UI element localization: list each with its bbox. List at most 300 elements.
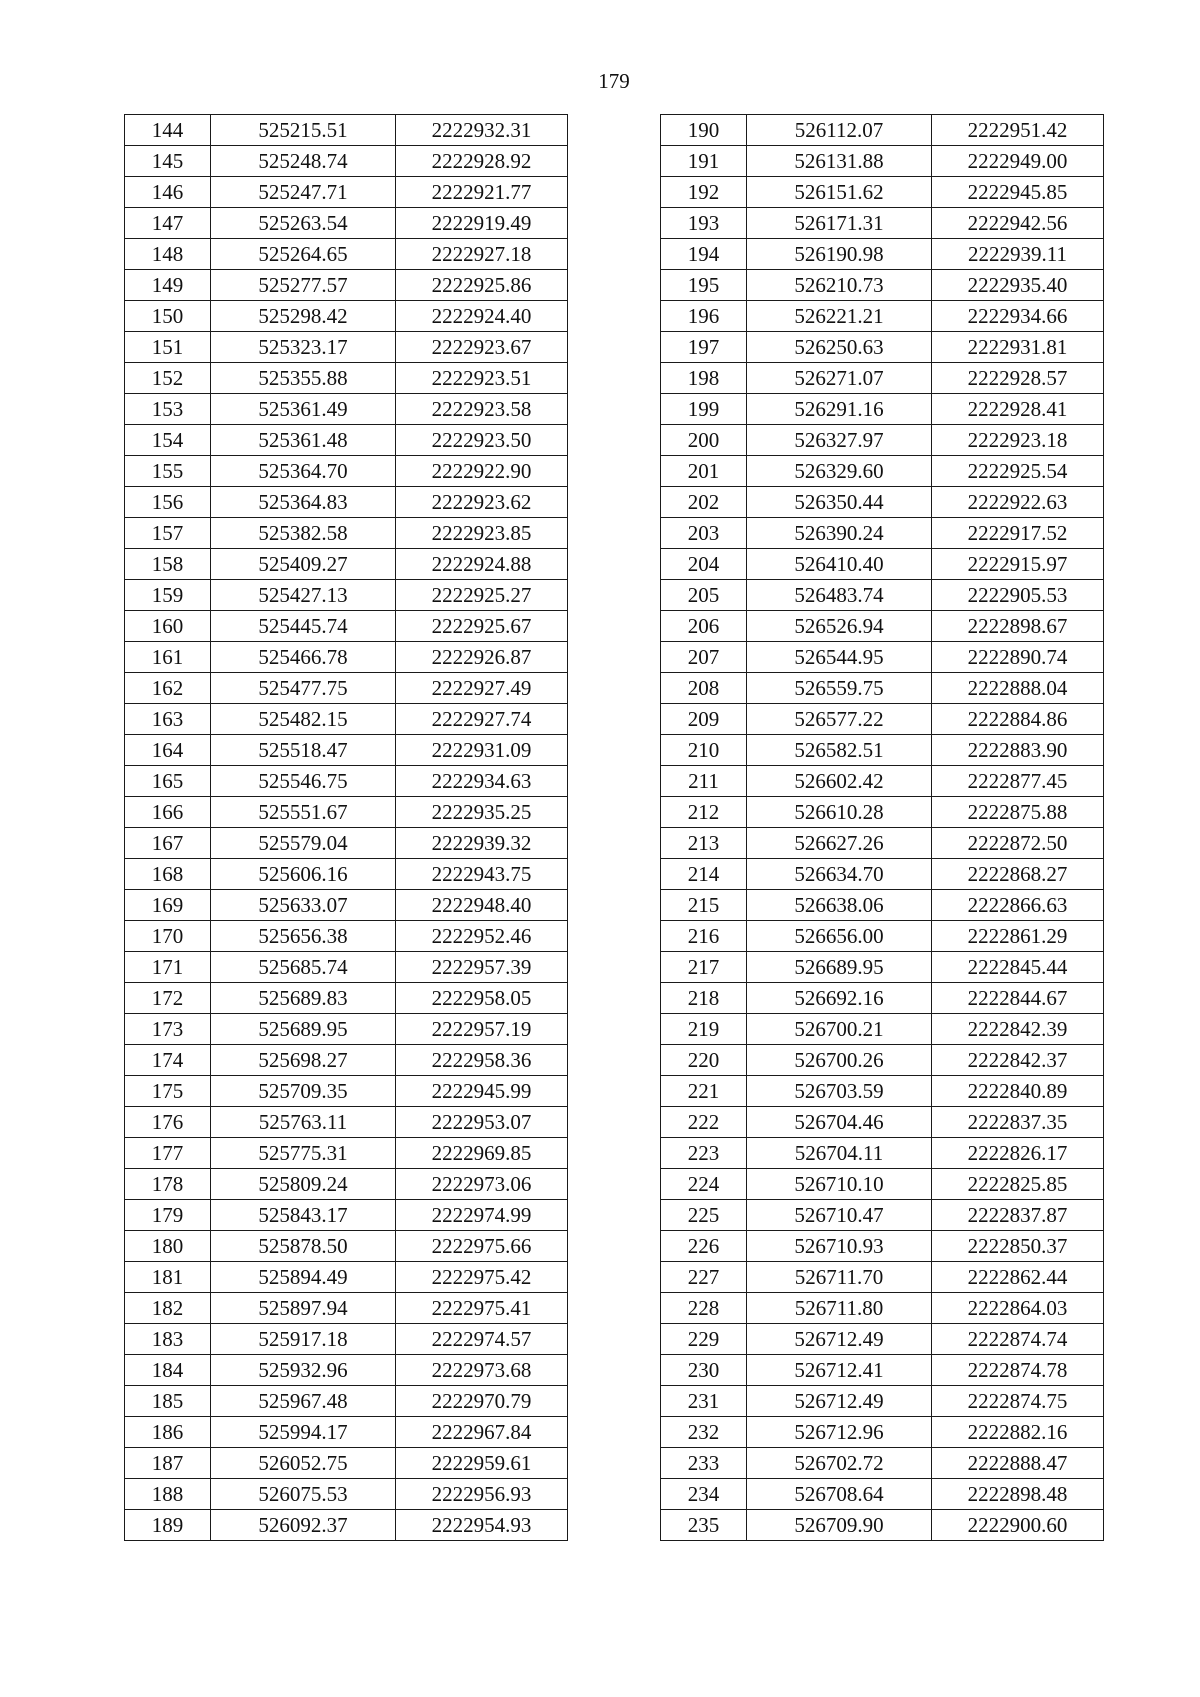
second-coordinate-cell: 2222969.85: [396, 1138, 568, 1169]
table-row: [661, 1417, 1104, 1448]
first-coordinate-cell: 525482.15: [211, 704, 396, 735]
first-coordinate-cell: 525894.49: [211, 1262, 396, 1293]
table-row: [661, 952, 1104, 983]
table-row: [661, 673, 1104, 704]
table-row: [661, 1293, 1104, 1324]
first-coordinate-cell: 526544.95: [747, 642, 932, 673]
second-coordinate-cell: 2222898.67: [932, 611, 1104, 642]
first-coordinate-cell: 525932.96: [211, 1355, 396, 1386]
table-row: [125, 549, 568, 580]
first-coordinate-cell: 526250.63: [747, 332, 932, 363]
table-row: [661, 828, 1104, 859]
second-coordinate-cell: 2222917.52: [932, 518, 1104, 549]
table-row: [661, 890, 1104, 921]
point-number-cell: 201: [661, 456, 747, 487]
first-coordinate-cell: 525323.17: [211, 332, 396, 363]
point-number-cell: 218: [661, 983, 747, 1014]
point-number-cell: 162: [125, 673, 211, 704]
table-row: [125, 518, 568, 549]
second-coordinate-cell: 2222927.18: [396, 239, 568, 270]
point-number-cell: 169: [125, 890, 211, 921]
second-coordinate-cell: 2222923.51: [396, 363, 568, 394]
first-coordinate-cell: 525878.50: [211, 1231, 396, 1262]
second-coordinate-cell: 2222842.39: [932, 1014, 1104, 1045]
table-row: [661, 1479, 1104, 1510]
point-number-cell: 144: [125, 115, 211, 146]
first-coordinate-cell: 525897.94: [211, 1293, 396, 1324]
table-row: [125, 1138, 568, 1169]
table-row: [125, 704, 568, 735]
first-coordinate-cell: 526221.21: [747, 301, 932, 332]
point-number-cell: 170: [125, 921, 211, 952]
first-coordinate-cell: 525763.11: [211, 1107, 396, 1138]
point-number-cell: 190: [661, 115, 747, 146]
second-coordinate-cell: 2222927.74: [396, 704, 568, 735]
second-coordinate-cell: 2222931.09: [396, 735, 568, 766]
first-coordinate-cell: 526329.60: [747, 456, 932, 487]
point-number-cell: 148: [125, 239, 211, 270]
first-coordinate-cell: 526327.97: [747, 425, 932, 456]
first-coordinate-cell: 525264.65: [211, 239, 396, 270]
table-row: [125, 1386, 568, 1417]
first-coordinate-cell: 526582.51: [747, 735, 932, 766]
second-coordinate-cell: 2222931.81: [932, 332, 1104, 363]
second-coordinate-cell: 2222921.77: [396, 177, 568, 208]
second-coordinate-cell: 2222923.85: [396, 518, 568, 549]
table-row: [125, 239, 568, 270]
first-coordinate-cell: 526704.46: [747, 1107, 932, 1138]
first-coordinate-cell: 525689.83: [211, 983, 396, 1014]
point-number-cell: 192: [661, 177, 747, 208]
point-number-cell: 227: [661, 1262, 747, 1293]
table-row: [125, 1293, 568, 1324]
table-row: [661, 921, 1104, 952]
table-row: [661, 611, 1104, 642]
point-number-cell: 188: [125, 1479, 211, 1510]
second-coordinate-cell: 2222890.74: [932, 642, 1104, 673]
first-coordinate-cell: 525656.38: [211, 921, 396, 952]
second-coordinate-cell: 2222928.57: [932, 363, 1104, 394]
table-row: [125, 952, 568, 983]
second-coordinate-cell: 2222973.06: [396, 1169, 568, 1200]
second-coordinate-cell: 2222923.58: [396, 394, 568, 425]
second-coordinate-cell: 2222883.90: [932, 735, 1104, 766]
first-coordinate-cell: 526092.37: [211, 1510, 396, 1541]
second-coordinate-cell: 2222953.07: [396, 1107, 568, 1138]
point-number-cell: 180: [125, 1231, 211, 1262]
second-coordinate-cell: 2222939.32: [396, 828, 568, 859]
second-coordinate-cell: 2222970.79: [396, 1386, 568, 1417]
point-number-cell: 187: [125, 1448, 211, 1479]
first-coordinate-cell: 526634.70: [747, 859, 932, 890]
point-number-cell: 222: [661, 1107, 747, 1138]
first-coordinate-cell: 525361.49: [211, 394, 396, 425]
point-number-cell: 157: [125, 518, 211, 549]
second-coordinate-cell: 2222924.40: [396, 301, 568, 332]
first-coordinate-cell: 526190.98: [747, 239, 932, 270]
second-coordinate-cell: 2222943.75: [396, 859, 568, 890]
second-coordinate-cell: 2222949.00: [932, 146, 1104, 177]
table-row: [661, 1169, 1104, 1200]
point-number-cell: 175: [125, 1076, 211, 1107]
first-coordinate-cell: 526390.24: [747, 518, 932, 549]
first-coordinate-cell: 525994.17: [211, 1417, 396, 1448]
second-coordinate-cell: 2222945.85: [932, 177, 1104, 208]
point-number-cell: 165: [125, 766, 211, 797]
point-number-cell: 186: [125, 1417, 211, 1448]
first-coordinate-cell: 526052.75: [211, 1448, 396, 1479]
table-row: [125, 177, 568, 208]
table-row: [661, 1324, 1104, 1355]
first-coordinate-cell: 525466.78: [211, 642, 396, 673]
second-coordinate-cell: 2222974.99: [396, 1200, 568, 1231]
first-coordinate-cell: 526526.94: [747, 611, 932, 642]
second-coordinate-cell: 2222888.47: [932, 1448, 1104, 1479]
second-coordinate-cell: 2222934.63: [396, 766, 568, 797]
first-coordinate-cell: 525698.27: [211, 1045, 396, 1076]
first-coordinate-cell: 525263.54: [211, 208, 396, 239]
point-number-cell: 195: [661, 270, 747, 301]
table-row: [125, 1169, 568, 1200]
table-row: [125, 332, 568, 363]
second-coordinate-cell: 2222923.67: [396, 332, 568, 363]
point-number-cell: 229: [661, 1324, 747, 1355]
second-coordinate-cell: 2222877.45: [932, 766, 1104, 797]
second-coordinate-cell: 2222900.60: [932, 1510, 1104, 1541]
first-coordinate-cell: 526638.06: [747, 890, 932, 921]
table-row: [661, 425, 1104, 456]
first-coordinate-cell: 526709.90: [747, 1510, 932, 1541]
page-number: 179: [598, 69, 630, 93]
table-row: [661, 394, 1104, 425]
second-coordinate-cell: 2222842.37: [932, 1045, 1104, 1076]
table-row: [125, 1262, 568, 1293]
table-row: [125, 208, 568, 239]
second-coordinate-cell: 2222939.11: [932, 239, 1104, 270]
point-number-cell: 184: [125, 1355, 211, 1386]
second-coordinate-cell: 2222923.62: [396, 487, 568, 518]
table-row: [661, 363, 1104, 394]
table-row: [661, 1262, 1104, 1293]
table-row: [125, 983, 568, 1014]
point-number-cell: 158: [125, 549, 211, 580]
table-row: [661, 549, 1104, 580]
point-number-cell: 176: [125, 1107, 211, 1138]
second-coordinate-cell: 2222898.48: [932, 1479, 1104, 1510]
second-coordinate-cell: 2222861.29: [932, 921, 1104, 952]
point-number-cell: 234: [661, 1479, 747, 1510]
first-coordinate-cell: 525685.74: [211, 952, 396, 983]
table-row: [661, 270, 1104, 301]
point-number-cell: 197: [661, 332, 747, 363]
table-row: [125, 921, 568, 952]
table-row: [661, 239, 1104, 270]
second-coordinate-cell: 2222882.16: [932, 1417, 1104, 1448]
first-coordinate-cell: 525546.75: [211, 766, 396, 797]
table-row: [661, 518, 1104, 549]
point-number-cell: 182: [125, 1293, 211, 1324]
table-row: [125, 146, 568, 177]
second-coordinate-cell: 2222874.75: [932, 1386, 1104, 1417]
point-number-cell: 185: [125, 1386, 211, 1417]
second-coordinate-cell: 2222884.86: [932, 704, 1104, 735]
table-row: [125, 580, 568, 611]
point-number-cell: 172: [125, 983, 211, 1014]
second-coordinate-cell: 2222923.18: [932, 425, 1104, 456]
first-coordinate-cell: 525409.27: [211, 549, 396, 580]
second-coordinate-cell: 2222957.19: [396, 1014, 568, 1045]
first-coordinate-cell: 525579.04: [211, 828, 396, 859]
second-coordinate-cell: 2222958.36: [396, 1045, 568, 1076]
table-row: [125, 394, 568, 425]
point-number-cell: 220: [661, 1045, 747, 1076]
table-row: [661, 1076, 1104, 1107]
table-row: [125, 425, 568, 456]
table-row: [125, 673, 568, 704]
first-coordinate-cell: 525364.83: [211, 487, 396, 518]
second-coordinate-cell: 2222932.31: [396, 115, 568, 146]
table-row: [125, 766, 568, 797]
second-coordinate-cell: 2222864.03: [932, 1293, 1104, 1324]
first-coordinate-cell: 526703.59: [747, 1076, 932, 1107]
second-coordinate-cell: 2222924.88: [396, 549, 568, 580]
point-number-cell: 225: [661, 1200, 747, 1231]
table-row: [125, 1107, 568, 1138]
table-row: [661, 642, 1104, 673]
table-row: [661, 1448, 1104, 1479]
first-coordinate-cell: 525248.74: [211, 146, 396, 177]
table-row: [661, 301, 1104, 332]
second-coordinate-cell: 2222837.87: [932, 1200, 1104, 1231]
first-coordinate-cell: 525382.58: [211, 518, 396, 549]
point-number-cell: 178: [125, 1169, 211, 1200]
second-coordinate-cell: 2222850.37: [932, 1231, 1104, 1262]
table-row: [125, 301, 568, 332]
first-coordinate-cell: 526710.47: [747, 1200, 932, 1231]
table-row: [125, 270, 568, 301]
second-coordinate-cell: 2222975.41: [396, 1293, 568, 1324]
point-number-cell: 205: [661, 580, 747, 611]
first-coordinate-cell: 525917.18: [211, 1324, 396, 1355]
first-coordinate-cell: 525775.31: [211, 1138, 396, 1169]
second-coordinate-cell: 2222826.17: [932, 1138, 1104, 1169]
second-coordinate-cell: 2222872.50: [932, 828, 1104, 859]
first-coordinate-cell: 525689.95: [211, 1014, 396, 1045]
point-number-cell: 235: [661, 1510, 747, 1541]
first-coordinate-cell: 525427.13: [211, 580, 396, 611]
first-coordinate-cell: 526712.96: [747, 1417, 932, 1448]
first-coordinate-cell: 526627.26: [747, 828, 932, 859]
point-number-cell: 154: [125, 425, 211, 456]
point-number-cell: 174: [125, 1045, 211, 1076]
point-number-cell: 161: [125, 642, 211, 673]
point-number-cell: 203: [661, 518, 747, 549]
first-coordinate-cell: 525967.48: [211, 1386, 396, 1417]
table-row: [125, 1231, 568, 1262]
point-number-cell: 204: [661, 549, 747, 580]
second-coordinate-cell: 2222973.68: [396, 1355, 568, 1386]
table-row: [661, 456, 1104, 487]
first-coordinate-cell: 526210.73: [747, 270, 932, 301]
second-coordinate-cell: 2222874.74: [932, 1324, 1104, 1355]
point-number-cell: 232: [661, 1417, 747, 1448]
table-row: [125, 1045, 568, 1076]
point-number-cell: 215: [661, 890, 747, 921]
table-row: [125, 115, 568, 146]
table-row: [125, 1014, 568, 1045]
second-coordinate-cell: 2222925.27: [396, 580, 568, 611]
point-number-cell: 198: [661, 363, 747, 394]
first-coordinate-cell: 526271.07: [747, 363, 932, 394]
first-coordinate-cell: 526171.31: [747, 208, 932, 239]
second-coordinate-cell: 2222868.27: [932, 859, 1104, 890]
point-number-cell: 223: [661, 1138, 747, 1169]
second-coordinate-cell: 2222927.49: [396, 673, 568, 704]
first-coordinate-cell: 526702.72: [747, 1448, 932, 1479]
first-coordinate-cell: 525633.07: [211, 890, 396, 921]
point-number-cell: 200: [661, 425, 747, 456]
first-coordinate-cell: 526112.07: [747, 115, 932, 146]
point-number-cell: 214: [661, 859, 747, 890]
point-number-cell: 212: [661, 797, 747, 828]
point-number-cell: 221: [661, 1076, 747, 1107]
point-number-cell: 160: [125, 611, 211, 642]
coordinate-table-body: [125, 115, 568, 1541]
first-coordinate-cell: 526712.49: [747, 1324, 932, 1355]
table-row: [125, 611, 568, 642]
second-coordinate-cell: 2222922.63: [932, 487, 1104, 518]
second-coordinate-cell: 2222862.44: [932, 1262, 1104, 1293]
second-coordinate-cell: 2222957.39: [396, 952, 568, 983]
first-coordinate-cell: 526559.75: [747, 673, 932, 704]
second-coordinate-cell: 2222934.66: [932, 301, 1104, 332]
table-row: [125, 797, 568, 828]
first-coordinate-cell: 525361.48: [211, 425, 396, 456]
table-row: [661, 177, 1104, 208]
first-coordinate-cell: 526700.26: [747, 1045, 932, 1076]
table-row: [661, 580, 1104, 611]
first-coordinate-cell: 526483.74: [747, 580, 932, 611]
table-row: [125, 828, 568, 859]
first-coordinate-cell: 525215.51: [211, 115, 396, 146]
first-coordinate-cell: 525247.71: [211, 177, 396, 208]
table-row: [661, 1138, 1104, 1169]
table-row: [125, 1417, 568, 1448]
coordinate-table-right: [660, 114, 1104, 1541]
table-row: [661, 1386, 1104, 1417]
second-coordinate-cell: 2222925.54: [932, 456, 1104, 487]
point-number-cell: 167: [125, 828, 211, 859]
point-number-cell: 156: [125, 487, 211, 518]
second-coordinate-cell: 2222874.78: [932, 1355, 1104, 1386]
point-number-cell: 208: [661, 673, 747, 704]
point-number-cell: 166: [125, 797, 211, 828]
first-coordinate-cell: 525709.35: [211, 1076, 396, 1107]
first-coordinate-cell: 526410.40: [747, 549, 932, 580]
first-coordinate-cell: 526291.16: [747, 394, 932, 425]
table-row: [125, 735, 568, 766]
table-row: [125, 642, 568, 673]
second-coordinate-cell: 2222935.25: [396, 797, 568, 828]
table-row: [661, 704, 1104, 735]
first-coordinate-cell: 526075.53: [211, 1479, 396, 1510]
point-number-cell: 159: [125, 580, 211, 611]
table-row: [125, 1324, 568, 1355]
table-row: [661, 766, 1104, 797]
first-coordinate-cell: 525477.75: [211, 673, 396, 704]
table-row: [125, 859, 568, 890]
point-number-cell: 183: [125, 1324, 211, 1355]
first-coordinate-cell: 526710.93: [747, 1231, 932, 1262]
second-coordinate-cell: 2222926.87: [396, 642, 568, 673]
point-number-cell: 177: [125, 1138, 211, 1169]
second-coordinate-cell: 2222866.63: [932, 890, 1104, 921]
first-coordinate-cell: 526689.95: [747, 952, 932, 983]
point-number-cell: 233: [661, 1448, 747, 1479]
second-coordinate-cell: 2222948.40: [396, 890, 568, 921]
first-coordinate-cell: 526712.49: [747, 1386, 932, 1417]
coordinate-table-body: [661, 115, 1104, 1541]
point-number-cell: 210: [661, 735, 747, 766]
first-coordinate-cell: 525551.67: [211, 797, 396, 828]
point-number-cell: 179: [125, 1200, 211, 1231]
point-number-cell: 211: [661, 766, 747, 797]
point-number-cell: 153: [125, 394, 211, 425]
second-coordinate-cell: 2222840.89: [932, 1076, 1104, 1107]
table-row: [661, 208, 1104, 239]
table-row: [661, 146, 1104, 177]
point-number-cell: 202: [661, 487, 747, 518]
point-number-cell: 194: [661, 239, 747, 270]
point-number-cell: 171: [125, 952, 211, 983]
second-coordinate-cell: 2222923.50: [396, 425, 568, 456]
first-coordinate-cell: 526700.21: [747, 1014, 932, 1045]
first-coordinate-cell: 526704.11: [747, 1138, 932, 1169]
table-row: [125, 1076, 568, 1107]
table-row: [661, 1045, 1104, 1076]
second-coordinate-cell: 2222825.85: [932, 1169, 1104, 1200]
table-row: [661, 983, 1104, 1014]
point-number-cell: 145: [125, 146, 211, 177]
second-coordinate-cell: 2222952.46: [396, 921, 568, 952]
point-number-cell: 207: [661, 642, 747, 673]
table-row: [661, 797, 1104, 828]
first-coordinate-cell: 526350.44: [747, 487, 932, 518]
point-number-cell: 216: [661, 921, 747, 952]
point-number-cell: 206: [661, 611, 747, 642]
table-row: [661, 1510, 1104, 1541]
point-number-cell: 163: [125, 704, 211, 735]
point-number-cell: 199: [661, 394, 747, 425]
point-number-cell: 189: [125, 1510, 211, 1541]
point-number-cell: 224: [661, 1169, 747, 1200]
point-number-cell: 226: [661, 1231, 747, 1262]
table-row: [661, 1355, 1104, 1386]
second-coordinate-cell: 2222919.49: [396, 208, 568, 239]
point-number-cell: 147: [125, 208, 211, 239]
point-number-cell: 231: [661, 1386, 747, 1417]
point-number-cell: 168: [125, 859, 211, 890]
point-number-cell: 151: [125, 332, 211, 363]
second-coordinate-cell: 2222935.40: [932, 270, 1104, 301]
table-row: [125, 890, 568, 921]
second-coordinate-cell: 2222945.99: [396, 1076, 568, 1107]
point-number-cell: 149: [125, 270, 211, 301]
table-row: [661, 332, 1104, 363]
point-number-cell: 209: [661, 704, 747, 735]
point-number-cell: 228: [661, 1293, 747, 1324]
first-coordinate-cell: 526602.42: [747, 766, 932, 797]
